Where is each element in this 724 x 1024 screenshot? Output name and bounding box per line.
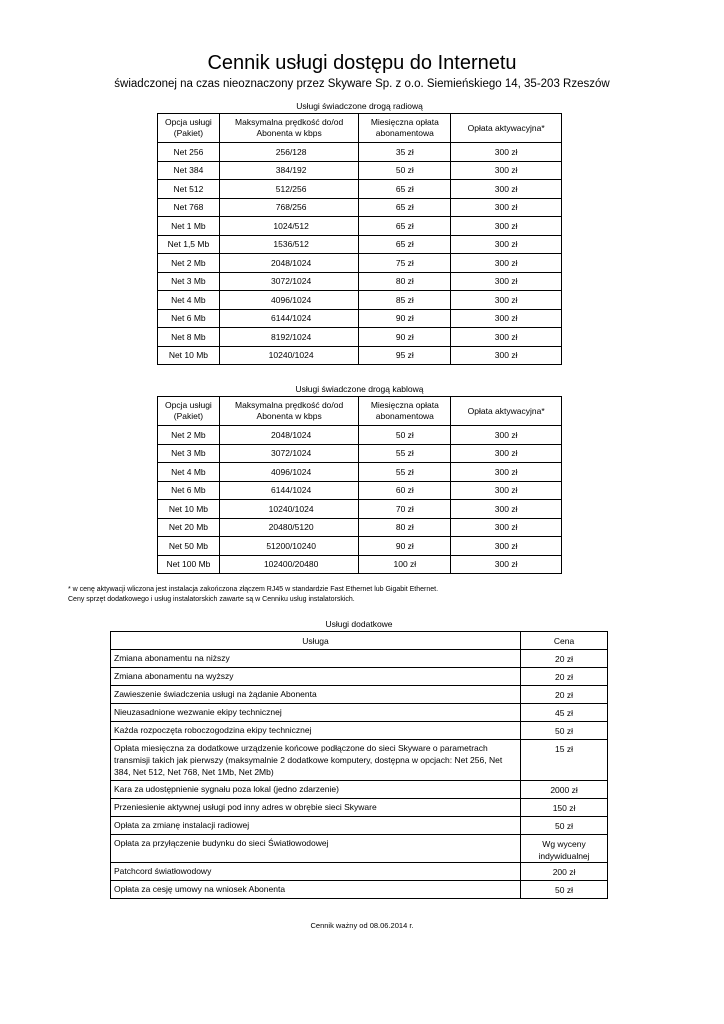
cell-activation-fee: 300 zł <box>451 500 562 519</box>
cell-price: 50 zł <box>521 722 608 740</box>
cell-package: Net 6 Mb <box>158 481 220 500</box>
cell-package: Net 256 <box>158 143 220 162</box>
cell-price: 150 zł <box>521 799 608 817</box>
cell-monthly-fee: 55 zł <box>359 444 451 463</box>
cable-caption: Usługi świadczone drogą kablową <box>295 384 424 394</box>
table-row <box>158 143 562 162</box>
cable-price-table <box>157 396 562 574</box>
cell-activation-fee: 300 zł <box>451 161 562 180</box>
cell-speed: 3072/1024 <box>219 272 359 291</box>
cell-price: 2000 zł <box>521 781 608 799</box>
cell-activation-fee: 300 zł <box>451 481 562 500</box>
cell-monthly-fee: 90 zł <box>359 537 451 556</box>
col-header-monthly: Miesięczna opłata abonamentowa <box>359 397 451 426</box>
cell-speed: 4096/1024 <box>219 463 359 482</box>
table-row <box>111 650 608 668</box>
extras-table <box>110 631 608 899</box>
cell-speed: 2048/1024 <box>219 426 359 445</box>
cell-monthly-fee: 80 zł <box>359 272 451 291</box>
cell-monthly-fee: 85 zł <box>359 291 451 310</box>
table-row <box>158 444 562 463</box>
cell-package: Net 100 Mb <box>158 555 220 574</box>
cell-speed: 3072/1024 <box>219 444 359 463</box>
cable-table-body <box>158 426 562 574</box>
cell-activation-fee: 300 zł <box>451 235 562 254</box>
table-row <box>158 518 562 537</box>
cell-monthly-fee: 90 zł <box>359 309 451 328</box>
table-row <box>158 217 562 236</box>
cell-activation-fee: 300 zł <box>451 444 562 463</box>
cell-price: 15 zł <box>521 740 608 781</box>
cell-monthly-fee: 65 zł <box>359 235 451 254</box>
col-header-speed: Maksymalna prędkość do/od Abonenta w kbps <box>219 114 359 143</box>
cell-package: Net 4 Mb <box>158 291 220 310</box>
cell-package: Net 20 Mb <box>158 518 220 537</box>
table-row <box>158 180 562 199</box>
table-row <box>111 863 608 881</box>
cell-package: Net 384 <box>158 161 220 180</box>
radio-table-body <box>158 143 562 365</box>
cell-monthly-fee: 95 zł <box>359 346 451 365</box>
table-row <box>158 235 562 254</box>
col-header-package: Opcja usługi (Pakiet) <box>158 397 220 426</box>
cell-monthly-fee: 55 zł <box>359 463 451 482</box>
cell-activation-fee: 300 zł <box>451 198 562 217</box>
cell-activation-fee: 300 zł <box>451 272 562 291</box>
cell-speed: 6144/1024 <box>219 481 359 500</box>
cell-speed: 6144/1024 <box>219 309 359 328</box>
table-row <box>111 740 608 781</box>
cell-price: 50 zł <box>521 817 608 835</box>
cell-activation-fee: 300 zł <box>451 180 562 199</box>
table-row <box>111 881 608 899</box>
table-row <box>111 817 608 835</box>
cell-speed: 1024/512 <box>219 217 359 236</box>
table-row <box>158 161 562 180</box>
table-row <box>158 500 562 519</box>
col-header-speed: Maksymalna prędkość do/od Abonenta w kbps <box>219 397 359 426</box>
cell-package: Net 8 Mb <box>158 328 220 347</box>
cell-service: Patchcord światłowodowy <box>111 863 521 881</box>
cell-activation-fee: 300 zł <box>451 555 562 574</box>
cell-activation-fee: 300 zł <box>451 518 562 537</box>
cell-price: 20 zł <box>521 668 608 686</box>
cell-speed: 2048/1024 <box>219 254 359 273</box>
cell-service: Zawieszenie świadczenia usługi na żądanie Abonenta <box>111 686 521 704</box>
cell-speed: 8192/1024 <box>219 328 359 347</box>
cell-package: Net 50 Mb <box>158 537 220 556</box>
table-row <box>111 668 608 686</box>
radio-price-table <box>157 113 562 365</box>
cell-price: Wg wyceny indywidualnej <box>521 835 608 863</box>
cell-activation-fee: 300 zł <box>451 537 562 556</box>
cell-monthly-fee: 75 zł <box>359 254 451 273</box>
table-row <box>158 537 562 556</box>
cell-package: Net 10 Mb <box>158 346 220 365</box>
table-row <box>158 463 562 482</box>
cell-service: Każda rozpoczęta roboczogodzina ekipy technicznej <box>111 722 521 740</box>
page-subtitle: świadczonej na czas nieoznaczony przez Skyware Sp. z o.o. Siemieńskiego 14, 35-203 Rzeszów <box>114 78 610 90</box>
cell-package: Net 3 Mb <box>158 444 220 463</box>
table-row <box>158 291 562 310</box>
cell-price: 200 zł <box>521 863 608 881</box>
col-header-activation: Opłata aktywacyjna* <box>451 114 562 143</box>
footnote-equipment: Ceny sprzęt dodatkowego i usług instalatorskich zawarte są w Cenniku usług instalatorskich. <box>68 596 355 603</box>
cell-price: 45 zł <box>521 704 608 722</box>
cell-service: Opłata za cesję umowy na wniosek Abonenta <box>111 881 521 899</box>
cell-speed: 4096/1024 <box>219 291 359 310</box>
cell-monthly-fee: 60 zł <box>359 481 451 500</box>
cell-service: Kara za udostępnienie sygnału poza lokal (jedno zdarzenie) <box>111 781 521 799</box>
table-row <box>158 426 562 445</box>
col-header-monthly: Miesięczna opłata abonamentowa <box>359 114 451 143</box>
cell-package: Net 1 Mb <box>158 217 220 236</box>
cell-monthly-fee: 65 zł <box>359 180 451 199</box>
cell-package: Net 768 <box>158 198 220 217</box>
cell-monthly-fee: 90 zł <box>359 328 451 347</box>
cell-package: Net 3 Mb <box>158 272 220 291</box>
cell-speed: 102400/20480 <box>219 555 359 574</box>
cell-service: Opłata miesięczna za dodatkowe urządzenie końcowe podłączone do sieci Skyware o parametrach transmisji takich jak pierwszy (maksymalnie 2 dodatkowe komputery, dostępna w opcjach: Net 256, Net 384, Net 512, Net 768, Net 1Mb, Net 2Mb) <box>111 740 521 781</box>
table-row <box>158 481 562 500</box>
cell-price: 50 zł <box>521 881 608 899</box>
radio-caption: Usługi świadczone drogą radiową <box>296 101 423 111</box>
cell-package: Net 1,5 Mb <box>158 235 220 254</box>
cell-monthly-fee: 50 zł <box>359 426 451 445</box>
col-header-activation: Opłata aktywacyjna* <box>451 397 562 426</box>
table-row <box>158 328 562 347</box>
cell-activation-fee: 300 zł <box>451 143 562 162</box>
col-header-price: Cena <box>521 632 608 650</box>
cell-monthly-fee: 70 zł <box>359 500 451 519</box>
table-row <box>111 722 608 740</box>
cell-speed: 10240/1024 <box>219 346 359 365</box>
cell-speed: 384/192 <box>219 161 359 180</box>
table-row <box>158 309 562 328</box>
cell-monthly-fee: 65 zł <box>359 217 451 236</box>
page-title: Cennik usługi dostępu do Internetu <box>207 52 517 74</box>
cell-service: Zmiana abonamentu na wyższy <box>111 668 521 686</box>
table-row <box>111 799 608 817</box>
cell-price: 20 zł <box>521 650 608 668</box>
table-row <box>158 272 562 291</box>
cell-activation-fee: 300 zł <box>451 291 562 310</box>
cell-package: Net 4 Mb <box>158 463 220 482</box>
cell-speed: 1536/512 <box>219 235 359 254</box>
cell-package: Net 10 Mb <box>158 500 220 519</box>
cell-speed: 768/256 <box>219 198 359 217</box>
table-row <box>158 198 562 217</box>
cell-monthly-fee: 100 zł <box>359 555 451 574</box>
cell-service: Nieuzasadnione wezwanie ekipy technicznej <box>111 704 521 722</box>
cell-speed: 20480/5120 <box>219 518 359 537</box>
cell-activation-fee: 300 zł <box>451 309 562 328</box>
col-header-service: Usługa <box>111 632 521 650</box>
cell-package: Net 512 <box>158 180 220 199</box>
cell-service: Zmiana abonamentu na niższy <box>111 650 521 668</box>
cell-monthly-fee: 35 zł <box>359 143 451 162</box>
cell-service: Przeniesienie aktywnej usługi pod inny adres w obrębie sieci Skyware <box>111 799 521 817</box>
cell-activation-fee: 300 zł <box>451 217 562 236</box>
cell-speed: 256/128 <box>219 143 359 162</box>
extras-caption: Usługi dodatkowe <box>325 619 393 629</box>
col-header-package: Opcja usługi (Pakiet) <box>158 114 220 143</box>
table-row <box>158 346 562 365</box>
cell-package: Net 2 Mb <box>158 426 220 445</box>
cell-speed: 512/256 <box>219 180 359 199</box>
cell-monthly-fee: 65 zł <box>359 198 451 217</box>
cell-activation-fee: 300 zł <box>451 346 562 365</box>
table-row <box>158 555 562 574</box>
cell-speed: 51200/10240 <box>219 537 359 556</box>
cell-price: 20 zł <box>521 686 608 704</box>
cell-monthly-fee: 50 zł <box>359 161 451 180</box>
extras-table-body <box>111 650 608 899</box>
table-row <box>158 254 562 273</box>
footnote-activation: * w cenę aktywacji wliczona jest instalacja zakończona złączem RJ45 w standardzie Fast Ethernet lub Gigabit Ethernet. <box>68 586 439 593</box>
cell-service: Opłata za zmianę instalacji radiowej <box>111 817 521 835</box>
validity-note: Cennik ważny od 08.06.2014 r. <box>310 921 414 930</box>
cell-activation-fee: 300 zł <box>451 328 562 347</box>
table-row <box>111 835 608 863</box>
cell-service: Opłata za przyłączenie budynku do sieci Światłowodowej <box>111 835 521 863</box>
table-row <box>111 781 608 799</box>
cell-activation-fee: 300 zł <box>451 426 562 445</box>
table-row <box>111 686 608 704</box>
cell-monthly-fee: 80 zł <box>359 518 451 537</box>
cell-package: Net 6 Mb <box>158 309 220 328</box>
cell-activation-fee: 300 zł <box>451 463 562 482</box>
cell-speed: 10240/1024 <box>219 500 359 519</box>
table-row <box>111 704 608 722</box>
cell-activation-fee: 300 zł <box>451 254 562 273</box>
cell-package: Net 2 Mb <box>158 254 220 273</box>
